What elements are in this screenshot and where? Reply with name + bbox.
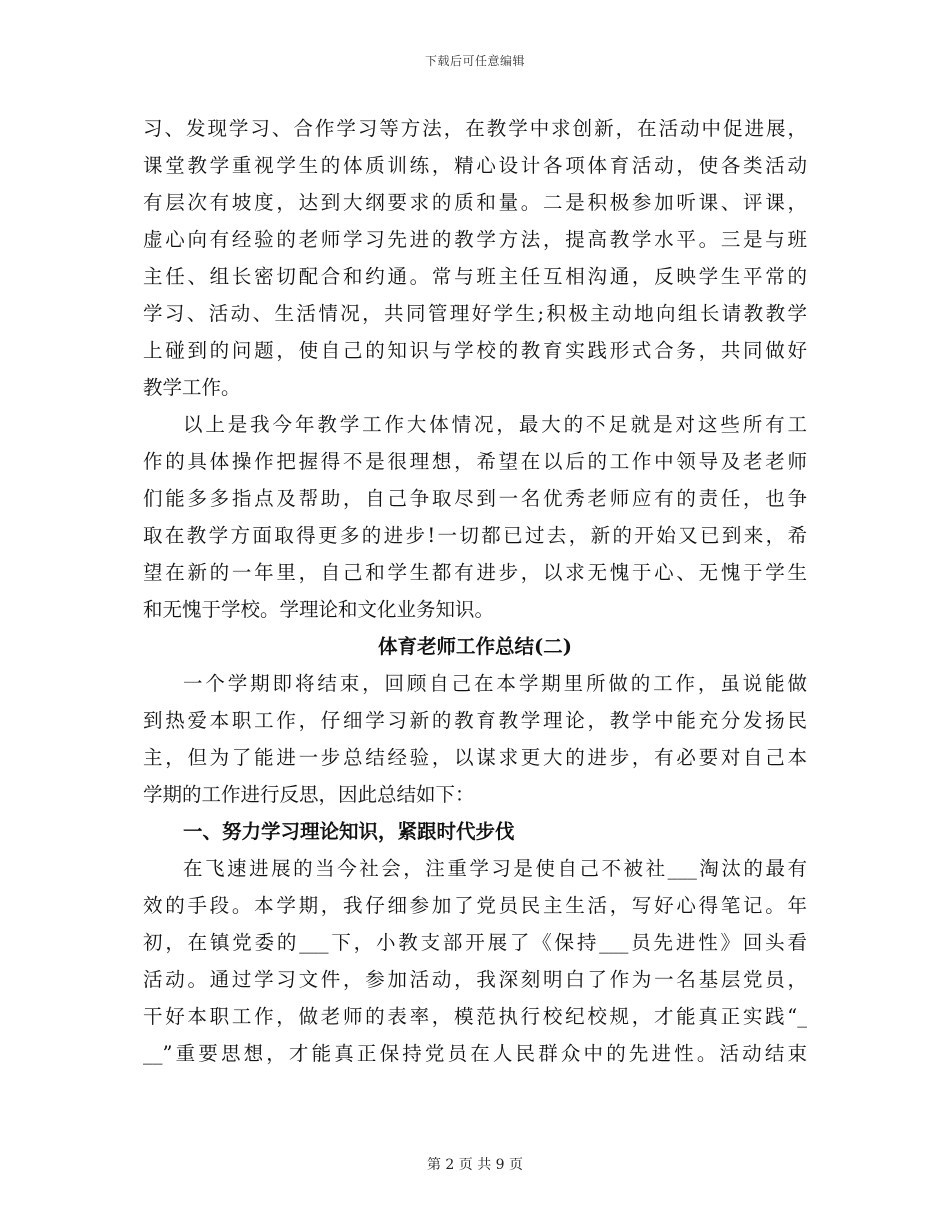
body-line: 学习、活动、生活情况，共同管理好学生;积极主动地向组长请教教学 xyxy=(143,302,807,325)
body-line: 望在新的一年里，自己和学生都有进步，以求无愧于心、无愧于学生 xyxy=(143,561,807,584)
body-line: 习、发现学习、合作学习等方法，在教学中求创新，在活动中促进展， xyxy=(143,117,807,140)
page-indicator: 第 2 页 共 9 页 xyxy=(426,1157,524,1173)
body-line: 在飞速进展的当今社会，注重学习是使自己不被社___淘汰的最有 xyxy=(183,857,807,880)
body-line: 一个学期即将结束，回顾自己在本学期里所做的工作，虽说能做 xyxy=(183,672,807,695)
body-line: 以上是我今年教学工作大体情况，最大的不足就是对这些所有工 xyxy=(183,413,807,436)
body-line: 取在教学方面取得更多的进步!一切都已过去，新的开始又已到来，希 xyxy=(143,524,807,547)
document-body xyxy=(143,110,807,1072)
body-line: 上碰到的问题，使自己的知识与学校的教育实践形式合务，共同做好 xyxy=(143,339,807,362)
body-line: 作的具体操作把握得不是很理想，希望在以后的工作中领导及老老师 xyxy=(143,450,807,473)
section-title: 体育老师工作总结(二) xyxy=(378,635,572,658)
body-line: 教学工作。 xyxy=(143,376,241,399)
body-line: 初，在镇党委的___下，小教支部开展了《保持___员先进性》回头看 xyxy=(143,931,807,954)
body-line: 学期的工作进行反思，因此总结如下： xyxy=(143,783,475,806)
body-line: 们能多多指点及帮助，自己争取尽到一名优秀老师应有的责任，也争 xyxy=(143,487,807,510)
body-line: 干好本职工作，做老师的表率，模范执行校纪校规，才能真正实践“_ xyxy=(143,1005,807,1028)
body-line: 虚心向有经验的老师学习先进的教学方法，提高教学水平。三是与班 xyxy=(143,228,807,251)
body-line: 课堂教学重视学生的体质训练，精心设计各项体育活动，使各类活动 xyxy=(143,154,807,177)
header-note: 下载后可任意编辑 xyxy=(424,54,525,68)
body-line: 效的手段。本学期，我仔细参加了党员民主生活，写好心得笔记。年 xyxy=(143,894,807,917)
body-line: 到热爱本职工作，仔细学习新的教育教学理论，教学中能充分发扬民 xyxy=(143,709,807,732)
body-line: 活动。通过学习文件，参加活动，我深刻明白了作为一名基层党员， xyxy=(143,968,807,991)
body-line: 主，但为了能进一步总结经验，以谋求更大的进步，有必要对自己本 xyxy=(143,746,807,769)
body-line: 有层次有坡度，达到大纲要求的质和量。二是积极参加听课、评课， xyxy=(143,191,807,214)
body-line: 和无愧于学校。学理论和文化业务知识。 xyxy=(143,598,495,621)
body-line: __”重要思想，才能真正保持党员在人民群众中的先进性。活动结束 xyxy=(143,1042,807,1065)
subsection-heading: 一、努力学习理论知识，紧跟时代步伐 xyxy=(183,820,515,843)
body-line: 主任、组长密切配合和约通。常与班主任互相沟通，反映学生平常的 xyxy=(143,265,807,288)
